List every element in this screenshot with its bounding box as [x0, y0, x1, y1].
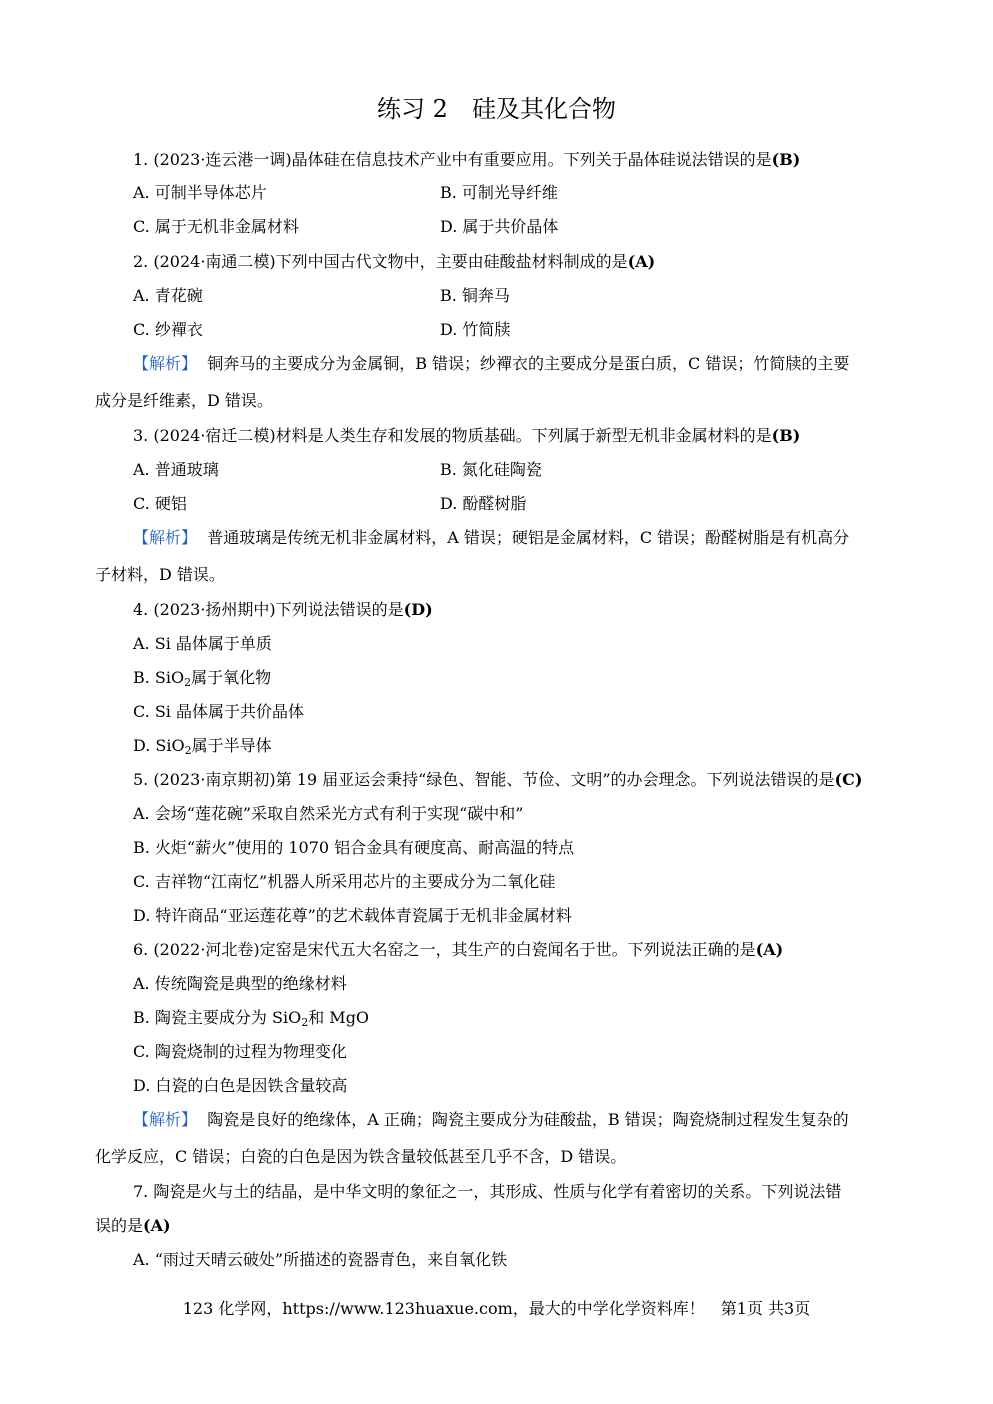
q4-option-d-pre: D. SiO: [133, 736, 185, 755]
q6-option-b: [133, 1008, 369, 1033]
q3-option-a: A. 普通玻璃: [133, 460, 219, 479]
page-footer: 123 化学网，https://www.123huaxue.com，最大的中学化学资料库！ 第1页 共3页: [182, 1299, 811, 1318]
q2-answer: (A): [627, 252, 656, 271]
q2-analysis-line-2: 成分是纤维素，D 错误。: [95, 391, 273, 410]
page-title: 练习 2 硅及其化合物: [377, 95, 616, 123]
q4-option-c: C. Si 晶体属于共价晶体: [133, 702, 305, 721]
question-4-stem: [133, 600, 433, 620]
q4-option-b-pre: B. SiO: [133, 668, 185, 687]
q1-option-c: C. 属于无机非金属材料: [133, 217, 299, 236]
q7-option-a: A. “雨过天晴云破处”所描述的瓷器青色，来自氧化铁: [133, 1250, 508, 1269]
q3-answer: (B): [771, 426, 801, 445]
q4-option-b: [133, 668, 271, 693]
q6-option-a: A. 传统陶瓷是典型的绝缘材料: [133, 974, 347, 993]
q1-option-b: B. 可制光导纤维: [440, 183, 558, 202]
q4-option-d-post: 属于半导体: [191, 736, 272, 755]
q3-option-c: C. 硬铝: [133, 494, 187, 513]
q5-option-a: A. 会场“莲花碗”采取自然采光方式有利于实现“碳中和”: [133, 804, 524, 823]
q3-stem-text: 3. (2024·宿迁二模)材料是人类生存和发展的物质基础。下列属于新型无机非金属材料的是: [133, 426, 772, 445]
q5-answer: (C): [834, 770, 863, 789]
q6-option-d: D. 白瓷的白色是因铁含量较高: [133, 1076, 348, 1095]
q3-analysis-line-1: [133, 528, 849, 548]
q5-option-c: C. 吉祥物“江南忆”机器人所采用芯片的主要成分为二氧化硅: [133, 872, 556, 891]
q3-analysis-text-1: 普通玻璃是传统无机非金属材料，A 错误；硬铝是金属材料，C 错误；酚醛树脂是有机高分: [207, 528, 850, 547]
q6-analysis-line-1: [133, 1110, 849, 1130]
q6-option-b-post: 和 MgO: [308, 1008, 370, 1027]
q2-option-c: C. 纱襌衣: [133, 320, 203, 339]
question-2-stem: [133, 252, 655, 272]
q5-stem-text: 5. (2023·南京期初)第 19 届亚运会秉持“绿色、智能、节俭、文明”的办会理念。下列说法错误的是: [133, 770, 835, 789]
q1-stem-text: 1. (2023·连云港一调)晶体硅在信息技术产业中有重要应用。下列关于晶体硅说法错误的是: [133, 150, 772, 169]
q6-analysis-text-1: 陶瓷是良好的绝缘体，A 正确；陶瓷主要成分为硅酸盐，B 错误；陶瓷烧制过程发生复杂的: [207, 1110, 849, 1129]
q5-option-b: B. 火炬“薪火”使用的 1070 铝合金具有硬度高、耐高温的特点: [133, 838, 575, 857]
q6-option-c: C. 陶瓷烧制的过程为物理变化: [133, 1042, 347, 1061]
q2-option-b: B. 铜奔马: [440, 286, 510, 305]
q1-option-d: D. 属于共价晶体: [440, 217, 559, 236]
q3-option-b: B. 氮化硅陶瓷: [440, 460, 542, 479]
q4-stem-text: 4. (2023·扬州期中)下列说法错误的是: [133, 600, 404, 619]
q6-analysis-line-2: 化学反应，C 错误；白瓷的白色是因为铁含量较低甚至几乎不含，D 错误。: [95, 1147, 627, 1166]
q2-analysis-text-1: 铜奔马的主要成分为金属铜，B 错误；纱襌衣的主要成分是蛋白质，C 错误；竹简牍的主要: [207, 354, 850, 373]
q6-option-b-subscript: 2: [301, 1016, 309, 1029]
question-7-stem-line-1: 7. 陶瓷是火与土的结晶，是中华文明的象征之一，其形成、性质与化学有着密切的关系。下列说法错: [133, 1182, 842, 1201]
question-1-stem: [133, 150, 800, 170]
q6-answer: (A): [755, 940, 784, 959]
q7-answer: (A): [143, 1216, 171, 1235]
q6-analysis-tag: 【解析】: [133, 1110, 198, 1129]
q2-option-d: D. 竹简牍: [440, 320, 511, 339]
q5-option-d: D. 特许商品“亚运莲花尊”的艺术载体青瓷属于无机非金属材料: [133, 906, 572, 925]
q3-analysis-tag: 【解析】: [133, 528, 198, 547]
q4-option-d-subscript: 2: [184, 744, 192, 757]
q4-option-b-post: 属于氧化物: [191, 668, 272, 687]
q2-analysis-tag: 【解析】: [133, 354, 198, 373]
question-5-stem: [133, 770, 862, 790]
question-7-stem-line-2: [95, 1216, 171, 1236]
q6-stem-text: 6. (2022·河北卷)定窑是宋代五大名窑之一，其生产的白瓷闻名于世。下列说法正确的是: [133, 940, 756, 959]
q1-answer: (B): [771, 150, 801, 169]
q2-stem-text: 2. (2024·南通二模)下列中国古代文物中，主要由硅酸盐材料制成的是: [133, 252, 628, 271]
q4-answer: (D): [403, 600, 433, 619]
q2-option-a: A. 青花碗: [133, 286, 203, 305]
q4-option-d: [133, 736, 272, 761]
q7-stem-text-2: 误的是: [95, 1216, 144, 1235]
q3-analysis-line-2: 子材料，D 错误。: [95, 565, 225, 584]
q1-option-a: A. 可制半导体芯片: [133, 183, 267, 202]
q4-option-b-subscript: 2: [184, 676, 192, 689]
q4-option-a: A. Si 晶体属于单质: [133, 634, 272, 653]
q3-option-d: D. 酚醛树脂: [440, 494, 527, 513]
question-3-stem: [133, 426, 800, 446]
q6-option-b-pre: B. 陶瓷主要成分为 SiO: [133, 1008, 302, 1027]
q2-analysis-line-1: [133, 354, 849, 374]
question-6-stem: [133, 940, 783, 960]
